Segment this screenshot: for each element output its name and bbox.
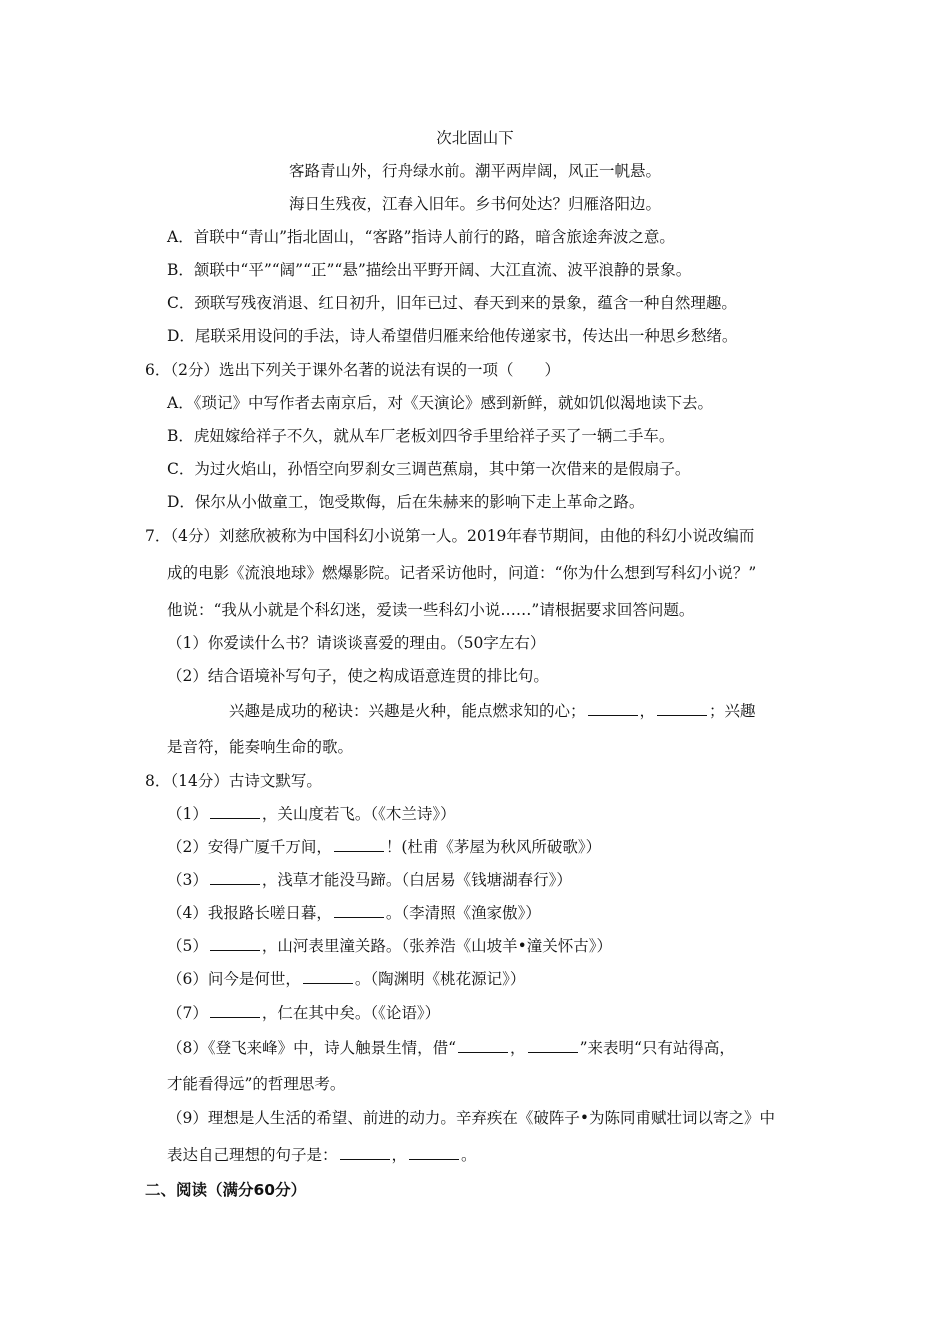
q7-stem-line-2: 成的电影《流浪地球》燃爆影院。记者采访他时，问道：“你为什么想到写科幻小说？” [167,564,757,582]
q5-option-a: A．首联中“青山”指北固山，“客路”指诗人前行的路，暗含旅途奔波之意。 [167,228,675,246]
q7-sub-2: （2）结合语境补写句子，使之构成语意连贯的排比句。 [167,667,549,685]
q8-item-7: （7） ，仁在其中矣。（《论语》） [167,1004,441,1022]
q6-option-c: C．为过火焰山，孙悟空向罗刹女三调芭蕉扇，其中第一次借来的是假扇子。 [167,460,691,478]
poem-line-2: 海日生残夜，江春入旧年。乡书何处达？归雁洛阳边。 [288,195,661,213]
q8-item-8-continuation: 才能看得远”的哲理思考。 [167,1075,346,1093]
q8-item-4: （4）我报路长嗟日暮， 。（李清照《渔家傲》） [167,904,541,922]
q7-sub-2-continuation: 是音符，能奏响生命的歌。 [167,738,354,756]
q5-option-d: D．尾联采用设问的手法，诗人希望借归雁来给他传递家书，传达出一种思乡愁绪。 [167,327,738,345]
q7-sentence-start: 兴趣是成功的秘诀：兴趣是火种，能点燃求知的心； [229,702,586,720]
q8-item-9-continuation: 表达自己理想的句子是： ， 。 [167,1146,477,1164]
answer-blank[interactable] [210,870,260,885]
poem-line-1: 客路青山外，行舟绿水前。潮平两岸阔，风正一帆悬。 [288,162,661,180]
q6-stem: 6．（2分）选出下列关于课外名著的说法有误的一项（ ） [145,361,560,379]
q8-item-5: （5） ，山河表里潼关路。（张养浩《山坡羊•潼关怀古》） [167,937,613,955]
q8-item-1: （1） ，关山度若飞。（《木兰诗》） [167,805,456,823]
q8-item-3: （3） ，浅草才能没马蹄。（白居易《钱塘湖春行》） [167,871,572,889]
q8-stem: 8．（14分）古诗文默写。 [145,772,322,790]
answer-blank[interactable] [210,1003,260,1018]
answer-blank[interactable] [340,1145,390,1160]
q7-sub-1: （1）你爱读什么书？请谈谈喜爱的理由。（50字左右） [167,634,546,652]
answer-blank[interactable] [334,837,384,852]
q8-item-6: （6）问今是何世， 。（陶渊明《桃花源记》） [167,970,526,988]
q6-option-b: B．虎妞嫁给祥子不久，就从车厂老板刘四爷手里给祥子买了一辆二手车。 [167,427,675,445]
section-heading-reading: 二、阅读（满分60分） [145,1181,307,1199]
q8-item-2: （2）安得广厦千万间， ！(杜甫《茅屋为秋风所破歌》） [167,838,602,856]
answer-blank[interactable] [657,701,707,716]
q6-option-a: A．《琐记》中写作者去南京后，对《天演论》感到新鲜，就如饥似渴地读下去。 [167,394,713,412]
q8-item-9: （9）理想是人生活的希望、前进的动力。辛弃疾在《破阵子•为陈同甫赋壮词以寄之》中 [167,1109,776,1127]
answer-blank[interactable] [458,1038,508,1053]
poem-title: 次北固山下 [436,129,514,147]
q7-stem-line-1: 7．（4分）刘慈欣被称为中国科幻小说第一人。2019年春节期间，由他的科幻小说改编而 [145,527,755,545]
answer-blank[interactable] [303,969,353,984]
answer-blank[interactable] [210,936,260,951]
q5-option-b: B．颔联中“平”“阔”“正”“悬”描绘出平野开阔、大江直流、波平浪静的景象。 [167,261,692,279]
answer-blank[interactable] [528,1038,578,1053]
answer-blank[interactable] [210,804,260,819]
q5-option-c: C．颈联写残夜消退、红日初升，旧年已过、春天到来的景象，蕴含一种自然理趣。 [167,294,737,312]
q7-stem-line-3: 他说：“我从小就是个科幻迷，爱读一些科幻小说……”请根据要求回答问题。 [167,601,695,619]
q6-option-d: D．保尔从小做童工，饱受欺侮，后在朱赫来的影响下走上革命之路。 [167,493,645,511]
answer-blank[interactable] [409,1145,459,1160]
q7-sub-2-sentence: 兴趣是成功的秘诀：兴趣是火种，能点燃求知的心； ， ；兴趣 [229,702,756,720]
q7-sentence-end: ；兴趣 [709,702,756,720]
q8-item-8: （8）《登飞来峰》中，诗人触景生情，借“ ， ”来表明“只有站得高， [167,1039,735,1057]
answer-blank[interactable] [588,701,638,716]
answer-blank[interactable] [334,903,384,918]
